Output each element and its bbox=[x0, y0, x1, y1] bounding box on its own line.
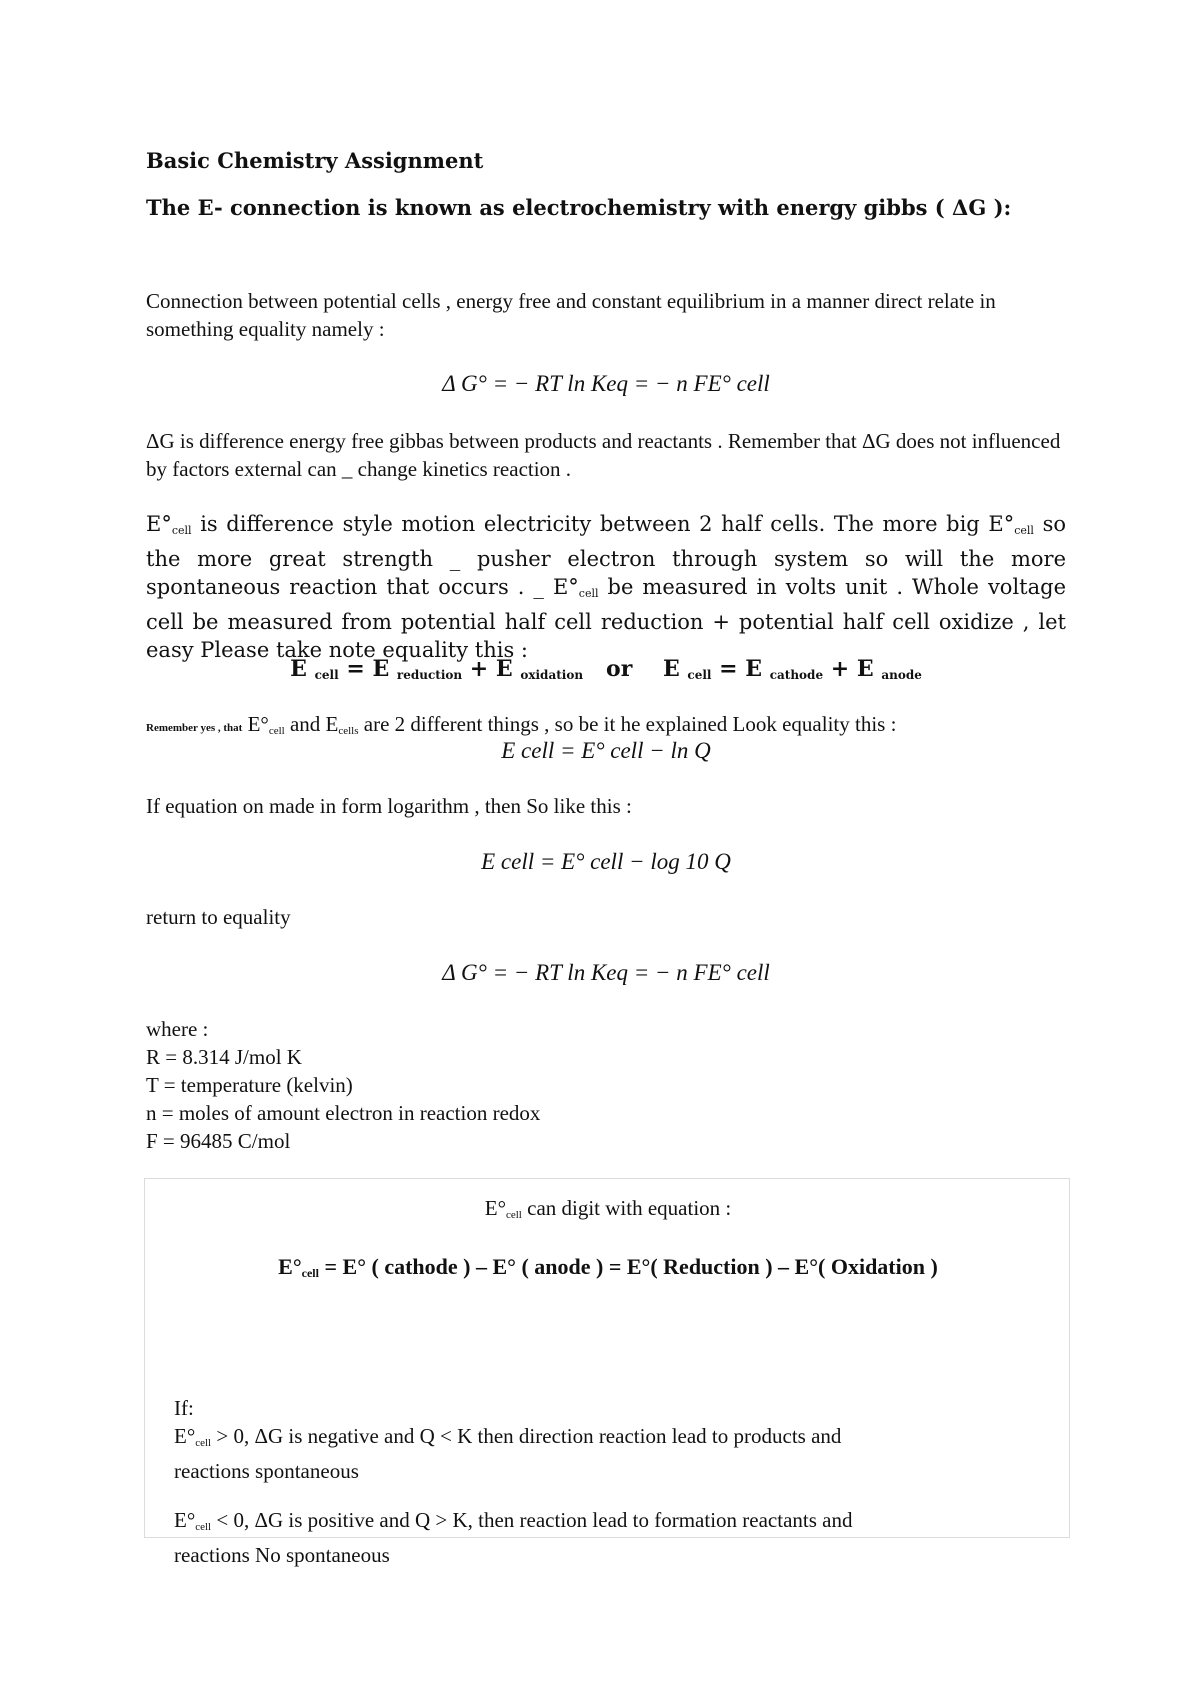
e0-symbol: E° bbox=[988, 512, 1015, 536]
e0-symbol: E° bbox=[552, 575, 579, 599]
paragraph-remember: Remember yes , that $E^\circ_{cell}$ and $E_{cells}$ are 2 different things , so be it he explained Look equality this : bbox=[146, 712, 897, 737]
subscript-cell: cell bbox=[171, 524, 192, 537]
paragraph-intro: Connection between potential cells , energy free and constant equilibrium in a manner direct relate in something equality namely : bbox=[146, 289, 996, 341]
where-list bbox=[146, 1015, 1066, 1155]
box-formula: $E^\circ_{cell} = E^\circ$ ( cathode ) – E° ( anode ) = E°( Reduction ) – E°( Oxidation ) bbox=[278, 1254, 938, 1280]
paragraph-delta-g: ΔG is difference energy free gibbas between products and reactants . Remember that ΔG does not influenced by factors external can _ change kinetics reaction . bbox=[146, 429, 1061, 481]
where-label: where : bbox=[146, 1017, 209, 1041]
equation-nernst-log: E cell = E° cell − log 10 Q bbox=[481, 849, 731, 874]
subscript-cell: cell bbox=[1014, 524, 1034, 537]
e0-symbol: E° bbox=[146, 512, 172, 536]
equation-gibbs-2: Δ G° = − RT ln Keq = − n FE° cell bbox=[442, 960, 770, 985]
text-part-3: be measured in volts unit . Whole voltage cell be measured from potential half cell reduction + potential half cell oxidize , let easy Please take note equality this : bbox=[146, 575, 1066, 662]
where-item-t: T = temperature (kelvin) bbox=[146, 1073, 353, 1097]
subscript-cell: cell bbox=[578, 587, 599, 600]
paragraph-ecell bbox=[146, 510, 1066, 664]
where-item-f: F = 96485 C/mol bbox=[146, 1129, 291, 1153]
text-part-2: so the more great strength _ pusher electron through system so will the more spontaneous reaction that occurs . _ bbox=[146, 512, 1066, 599]
paragraph-return: return to equality bbox=[146, 905, 291, 929]
where-item-r: R = 8.314 J/mol K bbox=[146, 1045, 302, 1069]
remember-small-text: Remember yes , that bbox=[146, 722, 243, 734]
box-if-label: If: bbox=[174, 1396, 194, 1420]
text-part-1: is difference style motion electricity between 2 half cells. The more big bbox=[200, 512, 980, 536]
equation-gibbs-1: Δ G° = − RT ln Keq = − n FE° cell bbox=[442, 371, 770, 396]
box-condition-negative: $E^\circ_{cell} < 0$, ΔG is positive and Q > K, then reaction lead to formation reactants and reactions No spontaneous bbox=[174, 1508, 853, 1567]
box-condition-positive: $E^\circ_{cell} > 0$, ΔG is negative and Q < K then direction reaction lead to products and reactions spontaneous bbox=[174, 1424, 842, 1483]
document-title: Basic Chemistry Assignment bbox=[146, 148, 484, 173]
equation-nernst-ln: E cell = E° cell − ln Q bbox=[501, 738, 711, 763]
where-item-n: n = moles of amount electron in reaction redox bbox=[146, 1101, 541, 1125]
equation-ecell-sum: E $_{cell}$ = E $_{reduction}$ + E $_{oxidation}$ or E $_{cell}$ = E $_{cathode}$ + E $_{anode}$ bbox=[290, 656, 922, 682]
summary-box bbox=[144, 1178, 1070, 1567]
document-subtitle: The E- connection is known as electrochemistry with energy gibbs ( ΔG ): bbox=[146, 195, 1012, 220]
box-intro: $E^\circ_{cell}$ can digit with equation : bbox=[484, 1196, 732, 1221]
paragraph-logarithm: If equation on made in form logarithm , then So like this : bbox=[146, 794, 632, 818]
